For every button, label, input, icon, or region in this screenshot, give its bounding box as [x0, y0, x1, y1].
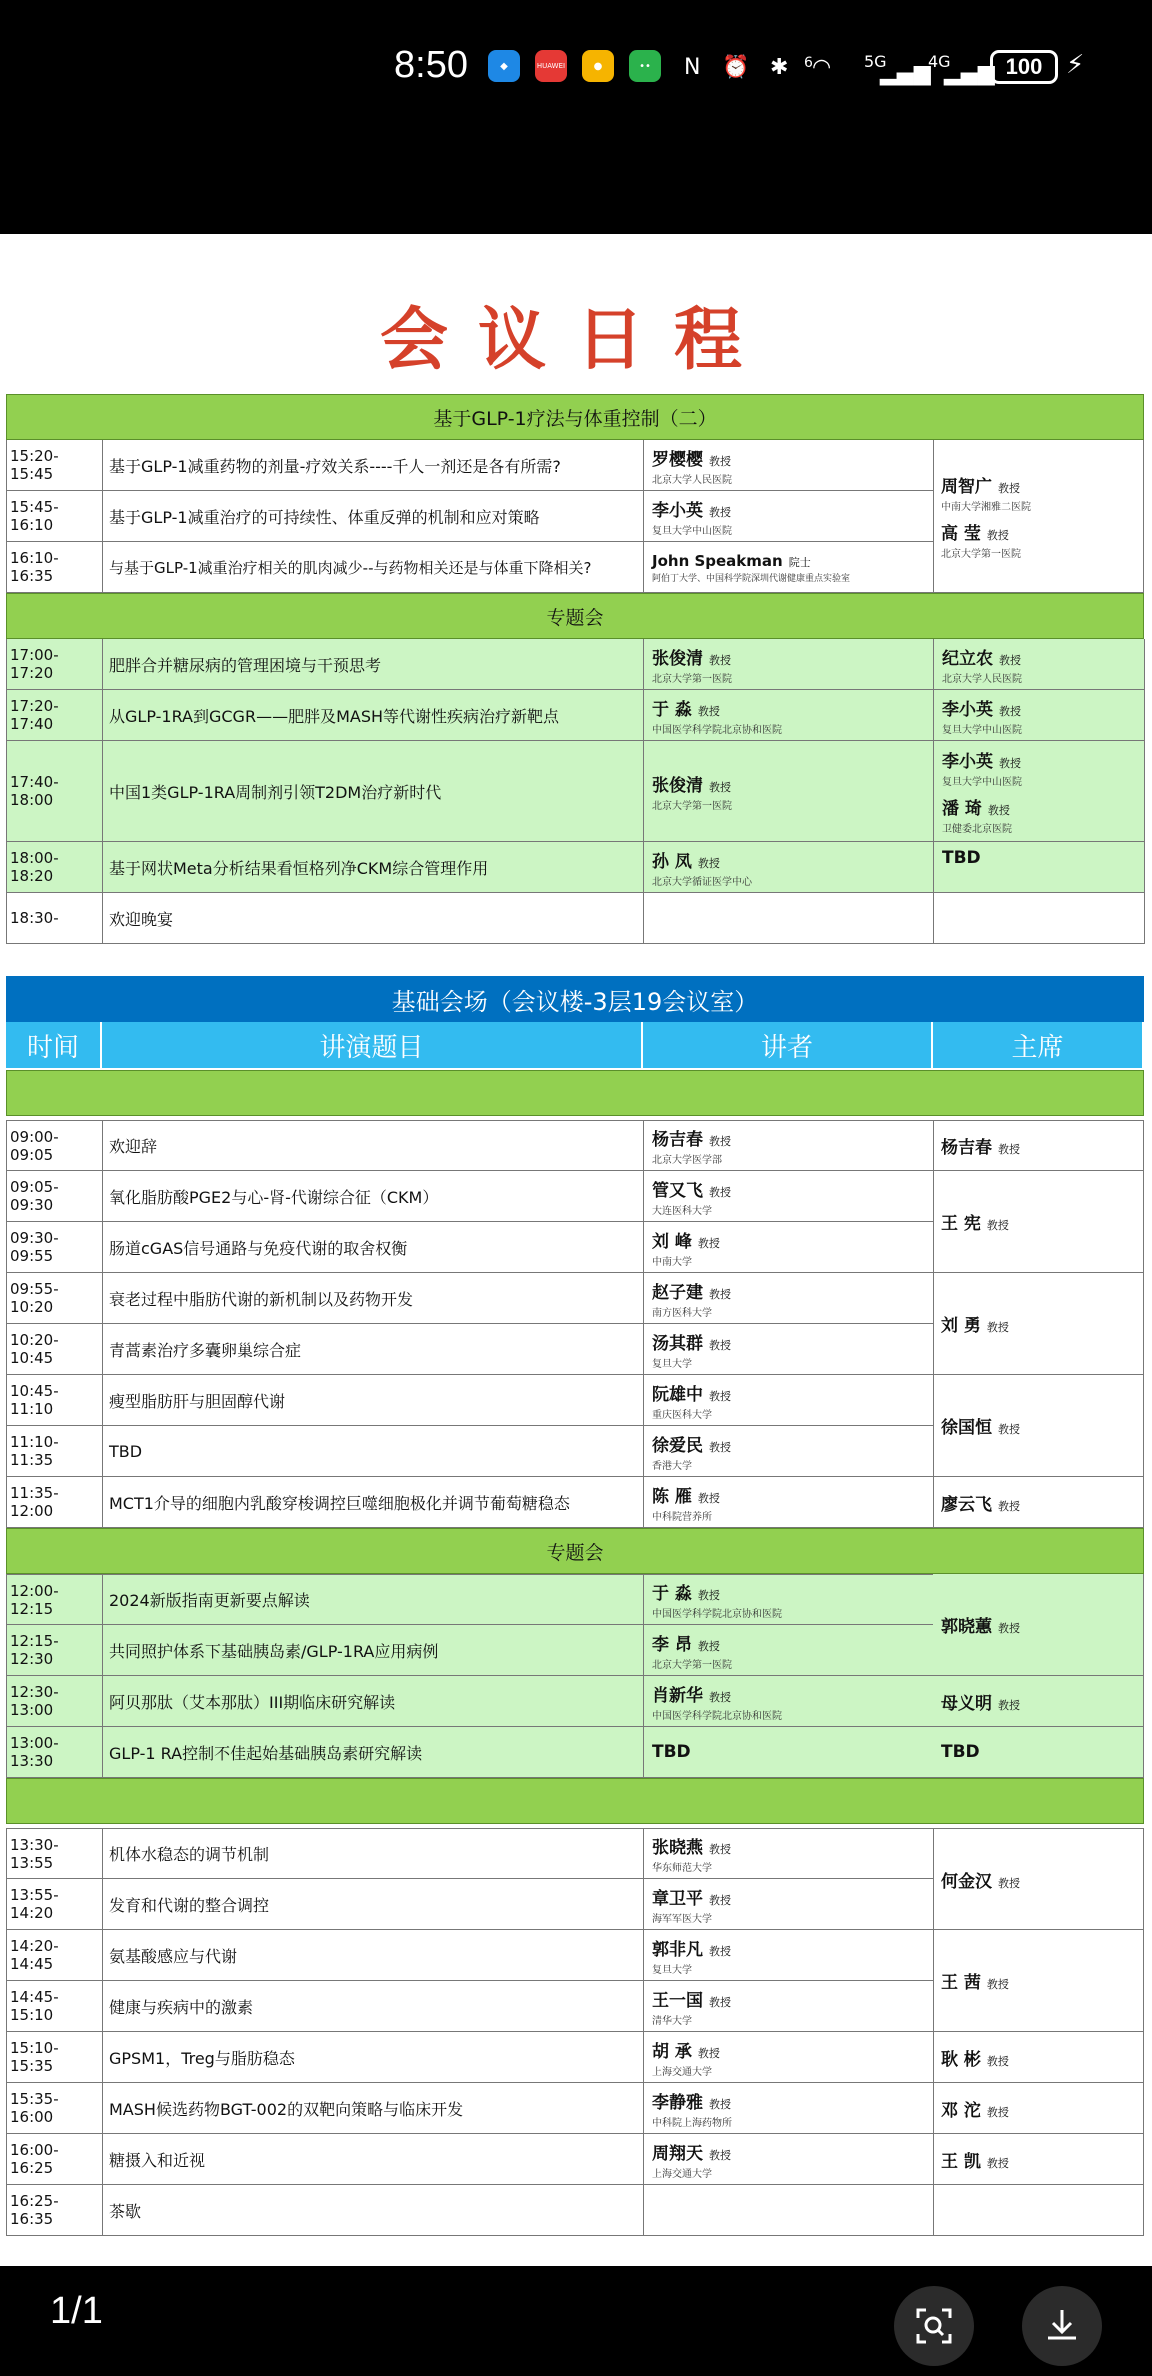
chair-name: 周智广 — [941, 477, 992, 497]
table-row — [6, 542, 933, 593]
signal-bars-2-icon: ▂▄▆ — [944, 60, 995, 86]
table-row — [6, 491, 933, 542]
speaker-cell — [644, 1981, 934, 2032]
speaker-name: 汤其群 — [652, 1333, 703, 1354]
time-cell: 09:00-09:05 — [7, 1121, 103, 1171]
speaker-name: 阮雄中 — [652, 1384, 703, 1405]
speaker-title: 教授 — [709, 780, 731, 794]
table-row — [6, 440, 933, 491]
topic-cell: 共同照护体系下基础胰岛素/GLP-1RA应用病例 — [103, 1625, 644, 1676]
time-cell: 15:20-15:45 — [7, 440, 103, 491]
document-page[interactable] — [0, 234, 1152, 2266]
speaker-title: 教授 — [709, 1690, 731, 1704]
chair-cell — [933, 1273, 1144, 1375]
chair-name: 母义明 — [941, 1693, 992, 1714]
section-5-rows — [6, 1828, 933, 2236]
wifi-icon: ◠ — [812, 54, 832, 80]
time-cell: 12:15-12:30 — [7, 1625, 103, 1676]
document-title: 会议日程 — [379, 300, 772, 380]
speaker-cell — [644, 2083, 934, 2134]
time-cell: 16:10-16:35 — [7, 542, 103, 593]
chair-title: 教授 — [999, 757, 1021, 770]
speaker-name: 于 淼 — [652, 1584, 692, 1604]
speaker-cell — [644, 1727, 934, 1778]
speaker-title: 教授 — [709, 653, 731, 667]
speaker-title: 教授 — [697, 1639, 720, 1653]
speaker-title: 教授 — [697, 1589, 720, 1602]
speaker-title: 教授 — [697, 1236, 720, 1250]
speaker-affiliation: 中国医学科学院北京协和医院 — [652, 724, 782, 736]
chair-title: 教授 — [986, 1219, 1009, 1232]
table-row — [6, 2134, 933, 2185]
topic-cell: 瘦型脂肪肝与胆固醇代谢 — [103, 1375, 644, 1426]
chair-cell — [934, 690, 1145, 741]
table-row — [6, 690, 1144, 741]
time-cell: 15:35-16:00 — [7, 2083, 103, 2134]
speaker-name: 王一国 — [652, 1990, 703, 2011]
table-row — [6, 1879, 933, 1930]
table-row — [6, 1426, 933, 1477]
topic-cell: MCT1介导的细胞内乳酸穿梭调控巨噬细胞极化并调节葡萄糖稳态 — [103, 1477, 644, 1528]
speaker-cell — [644, 491, 934, 542]
speaker-title: 教授 — [709, 1440, 731, 1454]
time-cell: 16:00-16:25 — [7, 2134, 103, 2185]
chair-name: TBD — [941, 1742, 980, 1762]
speaker-cell — [644, 690, 934, 741]
chair-title: 教授 — [986, 2054, 1009, 2068]
speaker-title: 教授 — [709, 1995, 731, 2009]
table-row — [6, 1574, 933, 1625]
topic-cell: 欢迎晚宴 — [103, 893, 644, 944]
table-row — [6, 1625, 933, 1676]
time-cell: 13:55-14:20 — [7, 1879, 103, 1930]
chair-cell — [933, 2083, 1144, 2134]
topic-cell: 与基于GLP-1减重治疗相关的肌肉减少--与药物相关还是与体重下降相关? — [103, 542, 644, 593]
chair-title: 教授 — [999, 704, 1021, 718]
topic-cell: 茶歇 — [103, 2185, 644, 2236]
chair-name: 李小英 — [942, 752, 993, 772]
nfc-icon: N — [684, 54, 701, 80]
time-cell: 17:40-18:00 — [7, 741, 103, 842]
section-3-rows — [6, 1120, 933, 1528]
huawei-app-icon: HUAWEI — [535, 50, 567, 82]
table-row — [6, 1171, 933, 1222]
speaker-title: 教授 — [709, 1389, 731, 1403]
download-icon — [1042, 2306, 1082, 2346]
speaker-title: 教授 — [709, 454, 731, 468]
time-cell: 12:30-13:00 — [7, 1676, 103, 1727]
speaker-affiliation: 海军军医大学 — [652, 1913, 712, 1925]
speaker-cell — [644, 1676, 934, 1727]
speaker-affiliation: 中科院上海药物所 — [652, 2117, 732, 2129]
chair-name: 杨吉春 — [941, 1138, 992, 1158]
chair-name: 纪立农 — [942, 648, 993, 669]
speaker-cell — [644, 1477, 934, 1528]
speaker-affiliation: 南方医科大学 — [652, 1307, 712, 1319]
topic-cell: 从GLP-1RA到GCGR——肥胖及MASH等代谢性疾病治疗新靶点 — [103, 690, 644, 741]
time-cell: 18:00-18:20 — [7, 842, 103, 893]
chair-cell — [933, 1676, 1144, 1727]
topic-cell: 青蒿素治疗多囊卵巢综合症 — [103, 1324, 644, 1375]
speaker-title: 教授 — [709, 1135, 731, 1148]
table-row — [6, 1676, 933, 1727]
topic-cell: 糖摄入和近视 — [103, 2134, 644, 2185]
speaker-title: 教授 — [709, 2148, 731, 2162]
time-cell: 11:35-12:00 — [7, 1477, 103, 1528]
page-indicator: 1/1 — [50, 2290, 103, 2332]
table-row — [6, 1981, 933, 2032]
speaker-name: 周翔天 — [652, 2143, 703, 2164]
table-row — [6, 741, 1144, 842]
speaker-cell — [644, 1829, 934, 1879]
chair-affiliation: 复旦大学中山医院 — [942, 724, 1022, 736]
speaker-cell — [644, 542, 934, 593]
speaker-cell — [644, 440, 934, 491]
download-button[interactable] — [1022, 2286, 1102, 2366]
speaker-title: 教授 — [709, 505, 731, 519]
table-row — [6, 842, 1144, 893]
chair-name: 李小英 — [942, 699, 993, 720]
chair-affiliation: 北京大学人民医院 — [942, 673, 1022, 685]
speaker-affiliation: 北京大学医学部 — [652, 1155, 722, 1166]
chair-title: 教授 — [986, 1321, 1009, 1334]
section-header-empty — [6, 1070, 1144, 1116]
speaker-title: 教授 — [709, 1944, 731, 1958]
topic-cell: GLP-1 RA控制不佳起始基础胰岛素研究解读 — [103, 1727, 644, 1778]
speaker-cell — [644, 1879, 934, 1930]
chair-cell — [934, 893, 1145, 944]
speaker-name: John Speakman — [652, 551, 783, 570]
time-cell: 09:30-09:55 — [7, 1222, 103, 1273]
chair-title: 教授 — [999, 653, 1021, 667]
time-cell: 10:45-11:10 — [7, 1375, 103, 1426]
speaker-name: TBD — [652, 1741, 691, 1762]
time-cell: 14:45-15:10 — [7, 1981, 103, 2032]
venue-header: 基础会场（会议楼-3层19会议室） — [6, 976, 1144, 1022]
chair-cell — [933, 2134, 1144, 2185]
speaker-title: 院士 — [788, 555, 811, 569]
table-row — [6, 1375, 933, 1426]
status-clock: 8:50 — [394, 44, 468, 86]
charging-icon: ⚡ — [1066, 50, 1085, 80]
chair-name: TBD — [942, 848, 981, 868]
time-cell: 11:10-11:35 — [7, 1426, 103, 1477]
speaker-cell — [644, 2185, 934, 2236]
battery-icon: 100 — [990, 50, 1058, 84]
topic-cell: MASH候选药物BGT-002的双靶向策略与临床开发 — [103, 2083, 644, 2134]
time-cell: 09:05-09:30 — [7, 1171, 103, 1222]
speaker-title: 教授 — [697, 1491, 720, 1505]
chair-cell — [934, 842, 1145, 893]
speaker-affiliation: 大连医科大学 — [652, 1205, 712, 1217]
table-row — [6, 1120, 933, 1171]
chair-title: 教授 — [986, 2156, 1009, 2170]
speaker-affiliation: 中国医学科学院北京协和医院 — [652, 1710, 782, 1722]
topic-cell: 基于GLP-1减重药物的剂量-疗效关系----千人一剂还是各有所需? — [103, 440, 644, 491]
speaker-cell — [644, 842, 934, 893]
speaker-cell — [644, 1121, 934, 1171]
speaker-cell — [644, 1625, 934, 1676]
speaker-title: 教授 — [697, 2046, 720, 2060]
wifi-superscript: 6 — [804, 55, 813, 71]
chair-cell — [933, 2185, 1144, 2236]
speaker-name: 刘 峰 — [652, 1231, 692, 1252]
speaker-title: 教授 — [709, 1338, 731, 1352]
speaker-affiliation: 华东师范大学 — [652, 1863, 712, 1874]
table-row — [6, 893, 1144, 944]
topic-cell: TBD — [103, 1426, 644, 1477]
chair-title: 教授 — [998, 1876, 1020, 1890]
wechat-app-icon: •• — [629, 50, 661, 82]
chair-cell — [933, 1477, 1144, 1528]
chair-title: 教授 — [998, 1143, 1020, 1156]
section-header: 专题会 — [6, 1528, 1144, 1574]
speaker-affiliation: 北京大学循证医学中心 — [652, 876, 752, 888]
topic-cell: 基于GLP-1减重治疗的可持续性、体重反弹的机制和应对策略 — [103, 491, 644, 542]
chair-affiliation: 卫健委北京医院 — [942, 824, 1012, 835]
speaker-affiliation: 上海交通大学 — [652, 2066, 712, 2078]
topic-cell: 肠道cGAS信号通路与免疫代谢的取舍权衡 — [103, 1222, 644, 1273]
speaker-name: 李静雅 — [652, 2092, 703, 2113]
chair-cell — [933, 1171, 1144, 1273]
speaker-cell — [644, 741, 934, 842]
chair-affiliation: 复旦大学中山医院 — [942, 777, 1022, 788]
section-4-chairs — [933, 1574, 1144, 1778]
speaker-name: 孙 凤 — [652, 851, 692, 872]
time-cell: 17:20-17:40 — [7, 690, 103, 741]
speaker-affiliation: 北京大学第一医院 — [652, 673, 732, 685]
topic-cell: 2024新版指南更新要点解读 — [103, 1575, 644, 1625]
topic-cell: 阿贝那肽（艾本那肽）III期临床研究解读 — [103, 1676, 644, 1727]
chair-cell — [933, 1574, 1144, 1676]
speaker-name: 张俊清 — [652, 648, 703, 669]
topic-cell: 氨基酸感应与代谢 — [103, 1930, 644, 1981]
speaker-title: 教授 — [697, 704, 720, 718]
chair-name: 郭晓蕙 — [941, 1617, 992, 1637]
chair-title: 教授 — [998, 482, 1020, 495]
time-cell: 15:45-16:10 — [7, 491, 103, 542]
speaker-name: 杨吉春 — [652, 1130, 703, 1150]
column-header-row — [6, 1022, 1144, 1068]
speaker-name: 赵子建 — [652, 1282, 703, 1303]
speaker-name: 李 昂 — [652, 1634, 692, 1655]
shield-app-icon: ◆ — [488, 50, 520, 82]
chair-cell — [933, 1930, 1144, 2032]
topic-cell: 中国1类GLP-1RA周制剂引领T2DM治疗新时代 — [103, 741, 644, 842]
section-header-empty — [6, 1778, 1144, 1824]
chair-title: 教授 — [998, 1622, 1020, 1635]
speaker-cell — [644, 2032, 934, 2083]
chair-name: 耿 彬 — [941, 2049, 981, 2070]
chair-cell — [933, 1120, 1144, 1171]
table-row — [6, 639, 1144, 690]
speaker-cell — [644, 1222, 934, 1273]
chair-name: 王 凯 — [941, 2151, 981, 2172]
speaker-affiliation: 中科院营养所 — [652, 1511, 712, 1523]
table-row — [6, 1727, 933, 1778]
chair-name: 徐国恒 — [941, 1418, 992, 1438]
chair-name: 刘 勇 — [941, 1316, 981, 1336]
chair-title: 教授 — [998, 1499, 1020, 1513]
topic-cell: GPSM1，Treg与脂肪稳态 — [103, 2032, 644, 2083]
speaker-title: 教授 — [709, 2097, 731, 2111]
topic-cell: 机体水稳态的调节机制 — [103, 1829, 644, 1879]
speaker-affiliation: 北京大学人民医院 — [652, 474, 732, 486]
chair-name: 邓 沱 — [941, 2100, 981, 2121]
speaker-affiliation: 上海交通大学 — [652, 2168, 712, 2180]
col-time-header: 时间 — [6, 1022, 102, 1068]
chair-name: 王 宪 — [941, 1214, 981, 1234]
alarm-icon: ⏰ — [722, 54, 750, 80]
scan-search-icon — [914, 2306, 954, 2346]
chair-cell — [933, 1828, 1144, 1930]
time-cell: 10:20-10:45 — [7, 1324, 103, 1375]
col-chair-header: 主席 — [933, 1022, 1144, 1068]
table-row — [6, 1222, 933, 1273]
speaker-title: 教授 — [709, 1893, 731, 1907]
col-speaker-header: 讲者 — [643, 1022, 933, 1068]
table-row — [6, 2185, 933, 2236]
topic-cell: 肥胖合并糖尿病的管理困境与干预思考 — [103, 639, 644, 690]
topic-cell: 健康与疾病中的激素 — [103, 1981, 644, 2032]
chair-title: 教授 — [986, 1978, 1009, 1991]
time-cell: 15:10-15:35 — [7, 2032, 103, 2083]
speaker-name: 郭非凡 — [652, 1939, 703, 1960]
speaker-affiliation: 香港大学 — [652, 1460, 692, 1472]
speaker-name: 徐爱民 — [652, 1435, 703, 1456]
chair-cell — [933, 1375, 1144, 1477]
chair-title: 教授 — [986, 529, 1009, 542]
chair-name: 潘 琦 — [942, 799, 982, 819]
table-row — [6, 1324, 933, 1375]
chair-title: 教授 — [998, 1423, 1020, 1436]
speaker-title: 教授 — [697, 856, 720, 870]
speaker-affiliation: 复旦大学中山医院 — [652, 525, 732, 537]
speaker-name: 张俊清 — [652, 775, 703, 796]
speaker-cell — [644, 893, 934, 944]
speaker-title: 教授 — [709, 1843, 731, 1856]
speaker-affiliation: 阿伯丁大学、中国科学院深圳代谢健康重点实验室 — [652, 573, 851, 584]
bluetooth-icon: ✱ — [770, 54, 789, 80]
speaker-name: 胡 承 — [652, 2041, 692, 2062]
speaker-cell — [644, 1930, 934, 1981]
speaker-name: 陈 雁 — [652, 1486, 692, 1507]
signal-bars-icon: ▂▄▆ — [880, 60, 931, 86]
section-header: 基于GLP-1疗法与体重控制（二） — [6, 394, 1144, 440]
chair-name: 王 茜 — [941, 1973, 981, 1993]
table-row — [6, 1828, 933, 1879]
time-cell: 14:20-14:45 — [7, 1930, 103, 1981]
table-row — [6, 1273, 933, 1324]
speaker-affiliation: 复旦大学 — [652, 1358, 692, 1370]
chair-cell — [933, 1727, 1144, 1778]
speaker-cell — [644, 1375, 934, 1426]
section-4-rows — [6, 1574, 933, 1778]
speaker-title: 教授 — [709, 1185, 731, 1199]
chair-name: 廖云飞 — [941, 1494, 992, 1515]
scan-search-button[interactable] — [894, 2286, 974, 2366]
table-row — [6, 2032, 933, 2083]
chair-affiliation: 北京大学第一医院 — [941, 549, 1021, 560]
speaker-name: 肖新华 — [652, 1685, 703, 1706]
speaker-cell — [644, 1575, 934, 1625]
speaker-cell — [644, 1273, 934, 1324]
chair-cell — [934, 741, 1145, 842]
time-cell: 09:55-10:20 — [7, 1273, 103, 1324]
signal-4g-label: 4G — [928, 51, 951, 71]
section-3-chairs — [933, 1120, 1144, 1528]
topic-cell: 欢迎辞 — [103, 1121, 644, 1171]
speaker-name: 章卫平 — [652, 1888, 703, 1909]
time-cell: 18:30- — [7, 893, 103, 944]
status-bar — [0, 0, 1152, 234]
speaker-name: 于 淼 — [652, 699, 692, 720]
time-cell: 16:25-16:35 — [7, 2185, 103, 2236]
speaker-cell — [644, 1324, 934, 1375]
chair-cell — [934, 639, 1145, 690]
speaker-affiliation: 北京大学第一医院 — [652, 800, 732, 812]
speaker-affiliation: 重庆医科大学 — [652, 1409, 712, 1421]
speaker-name: 张晓燕 — [652, 1838, 703, 1858]
speaker-name: 罗樱樱 — [652, 449, 703, 470]
chair-cell — [933, 2032, 1144, 2083]
speaker-cell — [644, 639, 934, 690]
time-cell: 12:00-12:15 — [7, 1575, 103, 1625]
section-5-chairs — [933, 1828, 1144, 2236]
speaker-title: 教授 — [709, 1287, 731, 1301]
speaker-affiliation: 中南大学 — [652, 1256, 692, 1268]
time-cell: 13:30-13:55 — [7, 1829, 103, 1879]
speaker-affiliation: 中国医学科学院北京协和医院 — [652, 1609, 782, 1620]
chair-name: 高 莹 — [941, 524, 981, 544]
topic-cell: 衰老过程中脂肪代谢的新机制以及药物开发 — [103, 1273, 644, 1324]
table-row — [6, 2083, 933, 2134]
signal-5g-label: 5G — [864, 51, 887, 71]
speaker-affiliation: 北京大学第一医院 — [652, 1659, 732, 1671]
chair-title: 教授 — [987, 804, 1010, 817]
bottom-bar — [0, 2266, 1152, 2376]
table-row — [6, 1930, 933, 1981]
section-1-table — [6, 394, 1144, 944]
topic-cell: 基于网状Meta分析结果看恒格列净CKM综合管理作用 — [103, 842, 644, 893]
topic-cell: 氧化脂肪酸PGE2与心-肾-代谢综合征（CKM） — [103, 1171, 644, 1222]
speaker-affiliation: 清华大学 — [652, 2015, 692, 2027]
time-cell: 13:00-13:30 — [7, 1727, 103, 1778]
speaker-cell — [644, 1426, 934, 1477]
section-header: 专题会 — [6, 593, 1144, 639]
chair-affiliation: 中南大学湘雅二医院 — [941, 502, 1031, 513]
chair-title: 教授 — [998, 1698, 1020, 1712]
col-topic-header: 讲演题目 — [102, 1022, 643, 1068]
speaker-cell — [644, 2134, 934, 2185]
speaker-name: 管又飞 — [652, 1180, 703, 1201]
venue-table — [6, 976, 1144, 2236]
table-row — [6, 1477, 933, 1528]
weibo-app-icon: ● — [582, 50, 614, 82]
speaker-affiliation: 复旦大学 — [652, 1964, 692, 1976]
chair-name: 何金汉 — [941, 1871, 992, 1892]
chair-title: 教授 — [986, 2105, 1009, 2119]
speaker-cell — [644, 1171, 934, 1222]
speaker-name: 李小英 — [652, 500, 703, 521]
time-cell: 17:00-17:20 — [7, 639, 103, 690]
chair-cell — [933, 440, 1144, 593]
topic-cell: 发育和代谢的整合调控 — [103, 1879, 644, 1930]
